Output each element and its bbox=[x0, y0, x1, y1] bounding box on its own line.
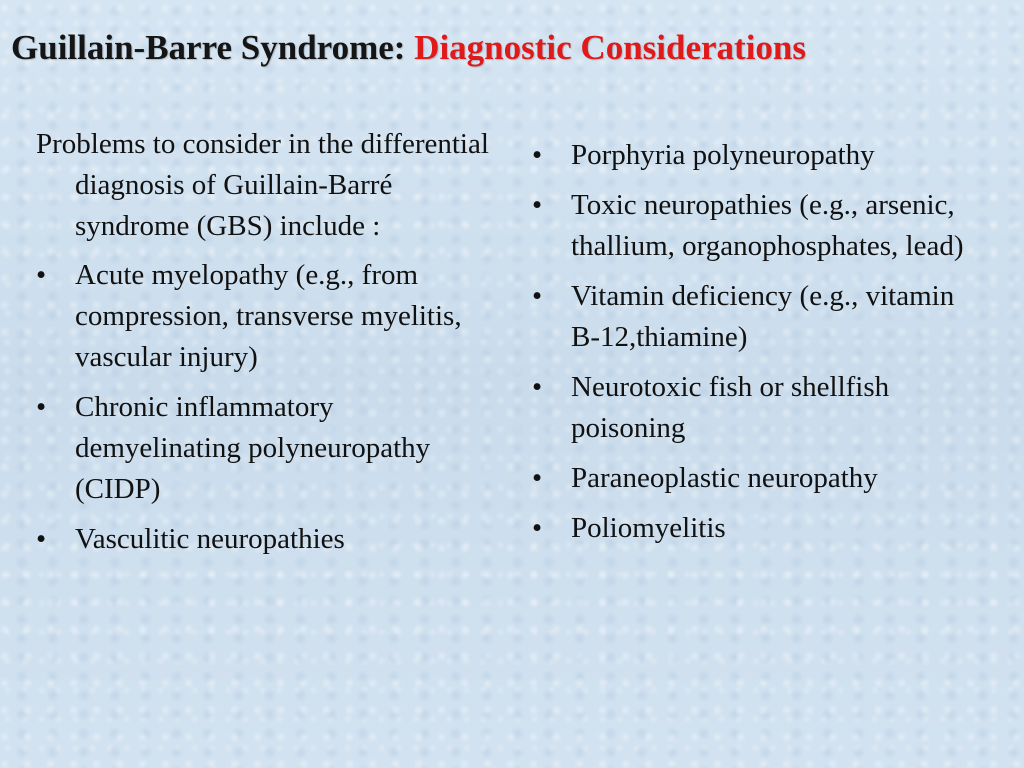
slide-title bbox=[11, 26, 1011, 70]
right-column bbox=[532, 135, 972, 558]
list-item: • Vasculitic neuropathies bbox=[36, 519, 492, 560]
list-item: • Neurotoxic fish or shellfish poisoning bbox=[532, 367, 972, 449]
list-item: • Poliomyelitis bbox=[532, 508, 972, 549]
list-item: • Acute myelopathy (e.g., from compression, transverse myelitis, vascular injury) bbox=[36, 255, 492, 378]
list-item: • Paraneoplastic neuropathy bbox=[532, 458, 972, 499]
list-item: • Vitamin deficiency (e.g., vitamin B-12,thiamine) bbox=[532, 276, 972, 358]
list-item: • Chronic inflammatory demyelinating polyneuropathy (CIDP) bbox=[36, 387, 492, 510]
slide-title-main: Guillain-Barre Syndrome: bbox=[11, 28, 415, 67]
intro-text: Problems to consider in the differential diagnosis of Guillain-Barré syndrome (GBS) include : bbox=[36, 128, 489, 242]
slide-title-accent: Diagnostic Considerations bbox=[414, 28, 807, 67]
left-bullet-list bbox=[36, 255, 492, 560]
list-item: • Toxic neuropathies (e.g., arsenic, thallium, organophosphates, lead) bbox=[532, 185, 972, 267]
left-column bbox=[36, 124, 492, 569]
list-item: • Porphyria polyneuropathy bbox=[532, 135, 972, 176]
right-bullet-list bbox=[532, 135, 972, 549]
